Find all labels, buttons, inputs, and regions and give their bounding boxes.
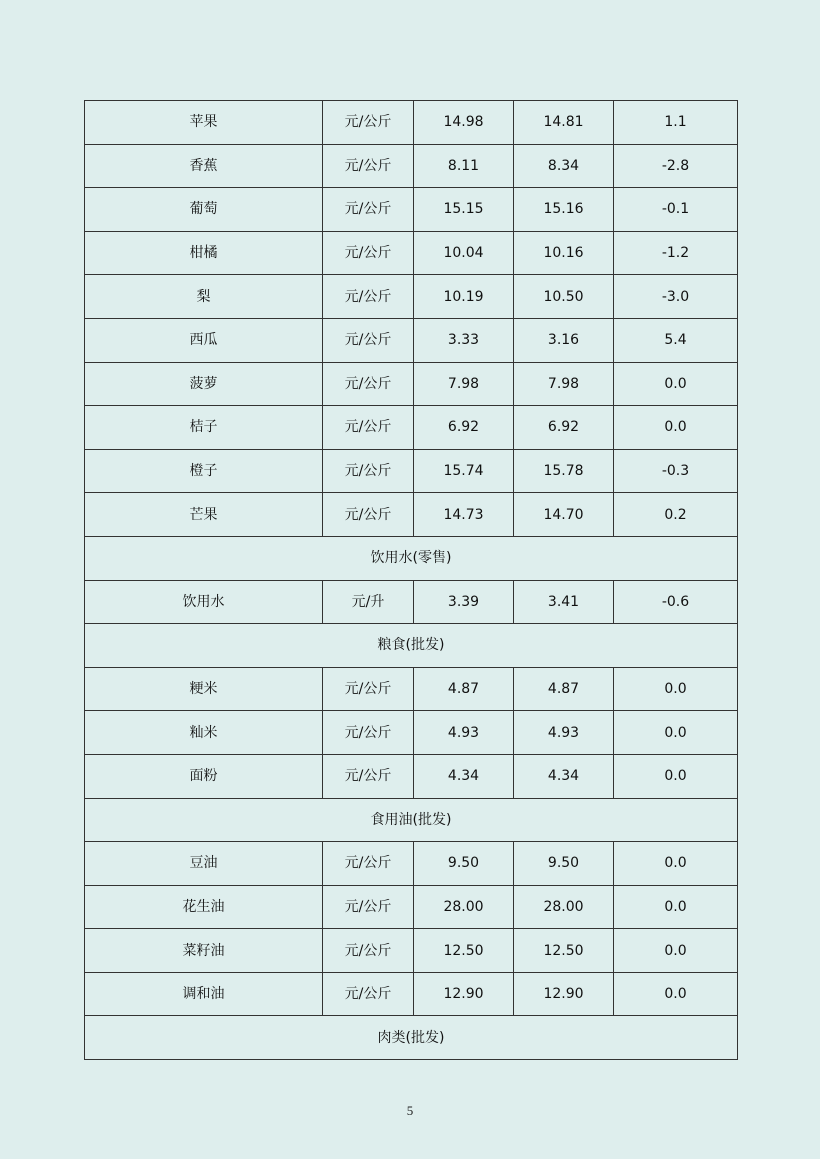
table-row (85, 406, 738, 450)
section-title: 饮用水(零售) (85, 536, 738, 580)
current-price-cell: 10.19 (414, 275, 514, 319)
previous-price-cell: 28.00 (514, 885, 614, 929)
change-percent-cell: -0.6 (614, 580, 738, 624)
previous-price-cell: 12.90 (514, 972, 614, 1016)
item-name-cell: 西瓜 (85, 318, 323, 362)
unit-cell: 元/公斤 (323, 885, 414, 929)
unit-cell: 元/公斤 (323, 406, 414, 450)
section-header-row (85, 1016, 738, 1060)
change-percent-cell: 0.0 (614, 711, 738, 755)
current-price-cell: 4.87 (414, 667, 514, 711)
unit-cell: 元/公斤 (323, 493, 414, 537)
table-row (85, 318, 738, 362)
change-percent-cell: 1.1 (614, 101, 738, 145)
item-name-cell: 芒果 (85, 493, 323, 537)
current-price-cell: 3.33 (414, 318, 514, 362)
previous-price-cell: 14.70 (514, 493, 614, 537)
current-price-cell: 6.92 (414, 406, 514, 450)
change-percent-cell: 0.0 (614, 842, 738, 886)
unit-cell: 元/公斤 (323, 929, 414, 973)
unit-cell: 元/公斤 (323, 231, 414, 275)
item-name-cell: 面粉 (85, 754, 323, 798)
item-name-cell: 籼米 (85, 711, 323, 755)
previous-price-cell: 10.16 (514, 231, 614, 275)
page-number: 5 (406, 1103, 414, 1118)
unit-cell: 元/公斤 (323, 101, 414, 145)
current-price-cell: 4.93 (414, 711, 514, 755)
item-name-cell: 橙子 (85, 449, 323, 493)
previous-price-cell: 4.34 (514, 754, 614, 798)
change-percent-cell: -0.1 (614, 188, 738, 232)
table-row (85, 231, 738, 275)
table-row (85, 275, 738, 319)
table-row (85, 667, 738, 711)
previous-price-cell: 6.92 (514, 406, 614, 450)
price-table (84, 100, 738, 1060)
current-price-cell: 15.15 (414, 188, 514, 232)
item-name-cell: 豆油 (85, 842, 323, 886)
current-price-cell: 8.11 (414, 144, 514, 188)
unit-cell: 元/公斤 (323, 449, 414, 493)
table-row (85, 929, 738, 973)
table-row (85, 580, 738, 624)
table-row (85, 972, 738, 1016)
table-row (85, 188, 738, 232)
table-row (85, 101, 738, 145)
table-row (85, 711, 738, 755)
change-percent-cell: -1.2 (614, 231, 738, 275)
section-header-row (85, 798, 738, 842)
item-name-cell: 梨 (85, 275, 323, 319)
change-percent-cell: 0.0 (614, 754, 738, 798)
item-name-cell: 饮用水 (85, 580, 323, 624)
change-percent-cell: -3.0 (614, 275, 738, 319)
section-title: 肉类(批发) (85, 1016, 738, 1060)
previous-price-cell: 15.16 (514, 188, 614, 232)
unit-cell: 元/公斤 (323, 711, 414, 755)
section-header-row (85, 624, 738, 668)
item-name-cell: 花生油 (85, 885, 323, 929)
current-price-cell: 15.74 (414, 449, 514, 493)
current-price-cell: 7.98 (414, 362, 514, 406)
price-table-body (85, 101, 738, 1060)
item-name-cell: 菠萝 (85, 362, 323, 406)
unit-cell: 元/公斤 (323, 667, 414, 711)
change-percent-cell: -2.8 (614, 144, 738, 188)
change-percent-cell: 5.4 (614, 318, 738, 362)
current-price-cell: 10.04 (414, 231, 514, 275)
previous-price-cell: 3.41 (514, 580, 614, 624)
previous-price-cell: 3.16 (514, 318, 614, 362)
change-percent-cell: 0.0 (614, 362, 738, 406)
previous-price-cell: 10.50 (514, 275, 614, 319)
current-price-cell: 28.00 (414, 885, 514, 929)
item-name-cell: 香蕉 (85, 144, 323, 188)
item-name-cell: 粳米 (85, 667, 323, 711)
item-name-cell: 桔子 (85, 406, 323, 450)
previous-price-cell: 14.81 (514, 101, 614, 145)
unit-cell: 元/公斤 (323, 144, 414, 188)
unit-cell: 元/公斤 (323, 275, 414, 319)
unit-cell: 元/公斤 (323, 188, 414, 232)
current-price-cell: 12.50 (414, 929, 514, 973)
previous-price-cell: 4.93 (514, 711, 614, 755)
unit-cell: 元/公斤 (323, 362, 414, 406)
change-percent-cell: 0.0 (614, 406, 738, 450)
change-percent-cell: 0.0 (614, 885, 738, 929)
change-percent-cell: 0.2 (614, 493, 738, 537)
table-row (85, 842, 738, 886)
table-row (85, 493, 738, 537)
item-name-cell: 葡萄 (85, 188, 323, 232)
current-price-cell: 14.98 (414, 101, 514, 145)
current-price-cell: 12.90 (414, 972, 514, 1016)
previous-price-cell: 12.50 (514, 929, 614, 973)
unit-cell: 元/公斤 (323, 842, 414, 886)
section-title: 食用油(批发) (85, 798, 738, 842)
item-name-cell: 柑橘 (85, 231, 323, 275)
change-percent-cell: 0.0 (614, 929, 738, 973)
current-price-cell: 9.50 (414, 842, 514, 886)
section-header-row (85, 536, 738, 580)
change-percent-cell: -0.3 (614, 449, 738, 493)
table-row (85, 754, 738, 798)
change-percent-cell: 0.0 (614, 972, 738, 1016)
item-name-cell: 苹果 (85, 101, 323, 145)
table-row (85, 449, 738, 493)
previous-price-cell: 15.78 (514, 449, 614, 493)
table-row (85, 362, 738, 406)
table-row (85, 885, 738, 929)
section-title: 粮食(批发) (85, 624, 738, 668)
unit-cell: 元/升 (323, 580, 414, 624)
previous-price-cell: 9.50 (514, 842, 614, 886)
previous-price-cell: 7.98 (514, 362, 614, 406)
unit-cell: 元/公斤 (323, 318, 414, 362)
current-price-cell: 3.39 (414, 580, 514, 624)
change-percent-cell: 0.0 (614, 667, 738, 711)
current-price-cell: 14.73 (414, 493, 514, 537)
item-name-cell: 调和油 (85, 972, 323, 1016)
previous-price-cell: 8.34 (514, 144, 614, 188)
unit-cell: 元/公斤 (323, 754, 414, 798)
item-name-cell: 菜籽油 (85, 929, 323, 973)
table-row (85, 144, 738, 188)
current-price-cell: 4.34 (414, 754, 514, 798)
unit-cell: 元/公斤 (323, 972, 414, 1016)
previous-price-cell: 4.87 (514, 667, 614, 711)
